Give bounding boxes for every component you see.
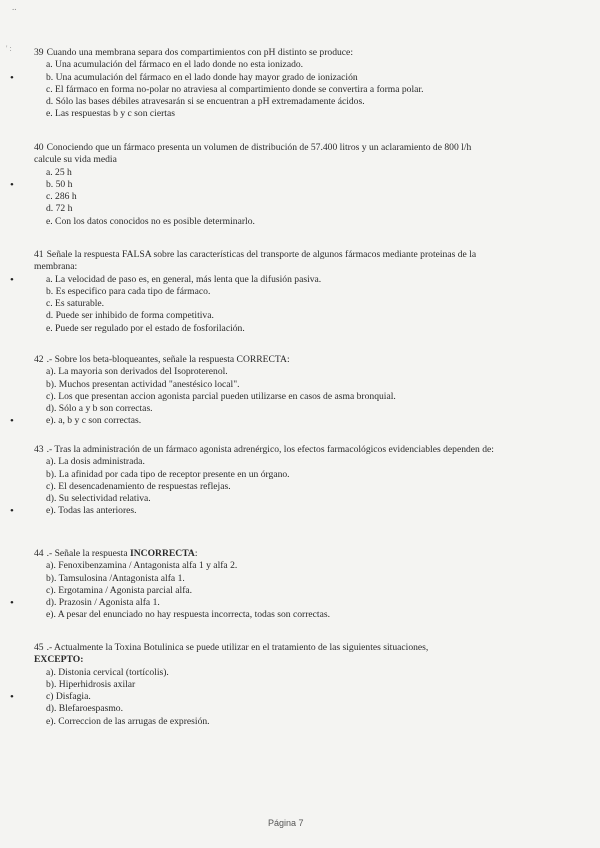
question-text: 42 .- Sobre los beta-bloqueantes, señale la respuesta CORRECTA: [34, 354, 290, 365]
option-b: b. Es especifico para cada tipo de fármaco. [46, 285, 211, 297]
option-b: • b. Una acumulación del fármaco en el lado donde hay mayor grado de ionización [10, 71, 358, 84]
answer-mark-bullet: • [10, 415, 14, 428]
margin-mark: ' : [6, 44, 12, 53]
option-list [10, 59, 494, 120]
option-e: • e). Todas las anteriores. [10, 505, 137, 518]
question-44 [10, 548, 494, 622]
option-d: d). Su selectividad relativa. [46, 493, 151, 505]
question-text: 45 .- Actualmente la Toxina Botulinica se puede utilizar en el tratamiento de las siguientes situaciones, EXCEPTO: [34, 642, 429, 666]
question-text: 39 Cuando una membrana separa dos compartimientos con pH distinto se produce: [34, 47, 353, 58]
option-d: d). Sólo a y b son correctas. [46, 403, 153, 415]
option-e: e. Las respuestas b y c son ciertas [46, 108, 175, 120]
option-b: b). La afinidad por cada tipo de receptor presente en un órgano. [46, 468, 290, 480]
question-42 [10, 354, 494, 428]
option-d: d). Blefaroespasmo. [46, 703, 123, 715]
question-number: 45 [34, 642, 44, 653]
option-c: c. Es saturable. [46, 298, 105, 310]
option-e: • e). a, b y c son correctas. [10, 415, 142, 428]
option-e: e. Con los datos conocidos no es posible determinarlo. [46, 215, 255, 227]
option-a: a. Una acumulación del fármaco en el lado donde no esta ionizado. [46, 59, 304, 71]
question-text: 44 .- Señale la respuesta INCORRECTA: [34, 548, 198, 559]
option-list [10, 456, 494, 518]
answer-mark-bullet: • [10, 597, 14, 610]
option-c: c). Los que presentan accion agonista parcial pueden utilizarse en casos de asma bronquial. [46, 390, 396, 402]
question-text: 43 .- Tras la administración de un fármaco agonista adrenérgico, los efectos farmacológicos evidenciables dependen de: [34, 444, 494, 455]
answer-mark-bullet: • [10, 178, 14, 191]
option-c: c. El fármaco en forma no-polar no atraviesa al compartimiento donde se convertira a forma polar. [46, 83, 424, 95]
question-number: 43 [34, 444, 44, 455]
answer-mark-bullet: • [10, 505, 14, 518]
question-number: 42 [34, 354, 44, 365]
answer-mark-bullet: • [10, 691, 14, 704]
option-a: a). Fenoxibenzamina / Antagonista alfa 1 y alfa 2. [46, 560, 238, 572]
question-number: 44 [34, 548, 44, 559]
option-list [10, 273, 494, 335]
option-a: a). Distonia cervical (tortícolis). [46, 666, 169, 678]
option-b: b). Hiperhidrosis axilar [46, 678, 136, 690]
page-number: Página 7 [268, 818, 304, 828]
option-e: e). Correccion de las arrugas de expresión. [46, 715, 210, 727]
option-list [10, 366, 494, 428]
answer-mark-bullet: • [10, 273, 14, 286]
option-d: d. Puede ser inhibido de forma competitiva. [46, 310, 214, 322]
question-39 [10, 47, 494, 121]
option-d: d. Sólo las bases débiles atravesarán si se encuentran a pH extremadamente ácidos. [46, 96, 365, 108]
answer-mark-bullet: • [10, 71, 14, 84]
option-list [10, 560, 494, 621]
corner-mark: .. [12, 2, 17, 12]
question-45 [10, 642, 494, 728]
option-e: e. Puede ser regulado por el estado de fosforilación. [46, 322, 245, 334]
option-c: • c) Disfagia. [10, 691, 91, 704]
question-text: 41 Señale la respuesta FALSA sobre las características del transporte de algunos fármacos mediante proteinas de la membrana: [34, 249, 477, 273]
question-41 [10, 249, 494, 335]
option-d: • d). Prazosin / Agonista alfa 1. [10, 597, 160, 610]
option-c: c). Ergotamina / Agonista parcial alfa. [46, 584, 193, 596]
option-a: a). La mayoria son derivados del Isoproterenol. [46, 366, 228, 378]
option-a: • a. La velocidad de paso es, en general, más lenta que la difusión pasiva. [10, 273, 322, 286]
question-43 [10, 444, 494, 518]
question-40 [10, 142, 494, 228]
option-c: c. 286 h [46, 191, 77, 203]
emphasis-excepto: EXCEPTO: [34, 654, 84, 666]
emphasis-incorrecta: INCORRECTA [129, 548, 195, 559]
question-number: 41 [34, 249, 44, 260]
option-b: b). Tamsulosina /Antagonista alfa 1. [46, 572, 185, 584]
option-b: b). Muchos presentan actividad "anestésico local". [46, 378, 240, 390]
option-list [10, 166, 494, 228]
option-a: a. 25 h [46, 166, 72, 178]
question-text: 40 Conociendo que un fármaco presenta un volumen de distribución de 57.400 litros y un aclaramiento de 800 l/h calcule su vida media [34, 142, 472, 166]
option-e: e). A pesar del enunciado no hay respuesta incorrecta, todas son correctas. [46, 609, 330, 621]
option-c: c). El desencadenamiento de respuestas reflejas. [46, 480, 231, 492]
question-number: 39 [34, 47, 44, 58]
option-d: d. 72 h [46, 203, 73, 215]
option-a: a). La dosis administrada. [46, 456, 145, 468]
option-b: • b. 50 h [10, 178, 73, 191]
question-number: 40 [34, 142, 44, 153]
option-list [10, 666, 494, 728]
